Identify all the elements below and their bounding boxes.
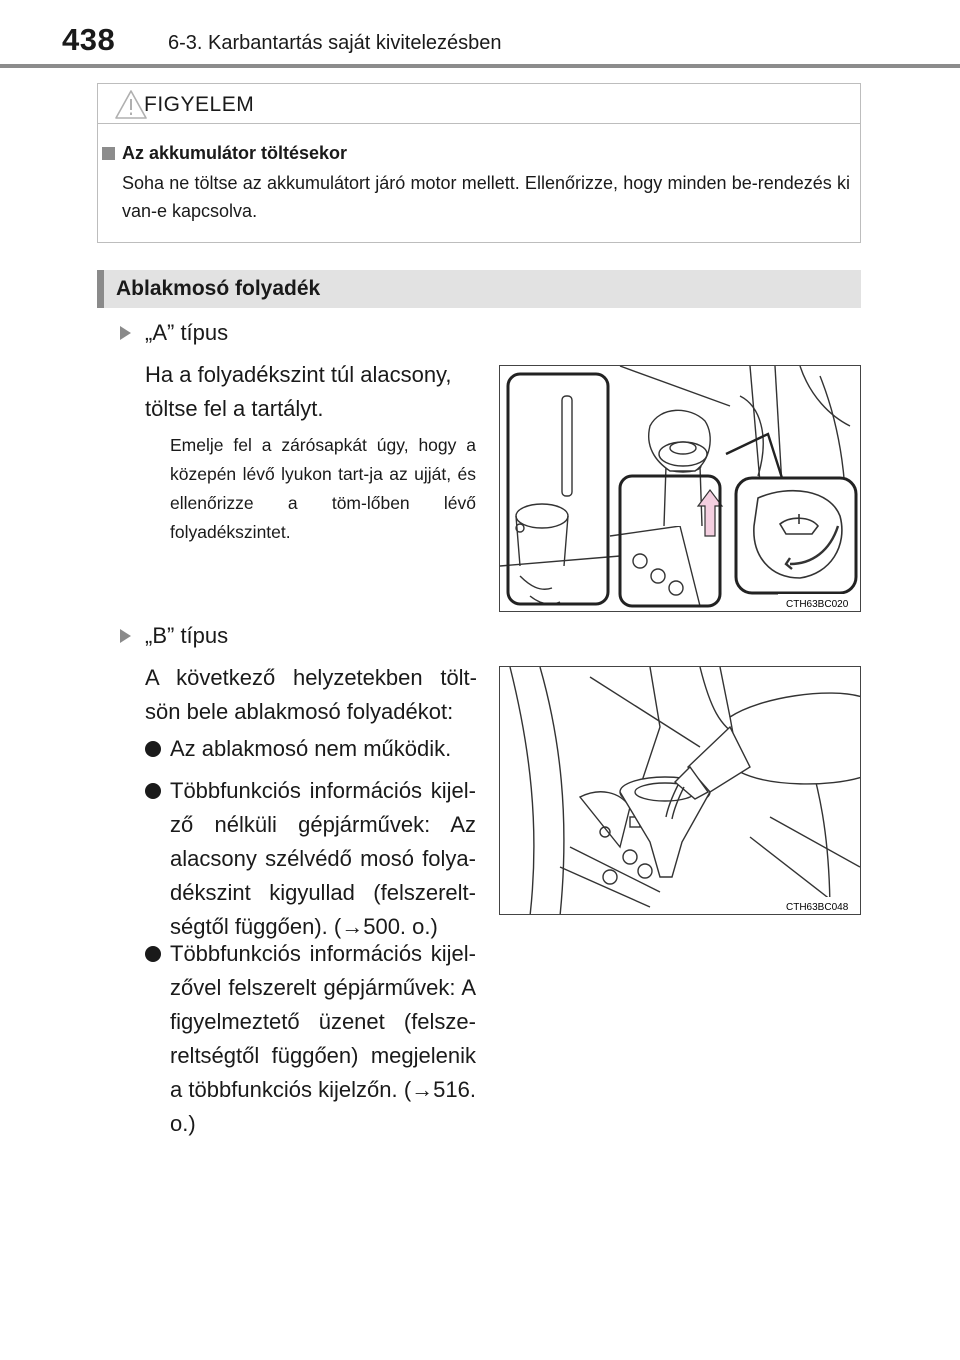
figure-code-a: CTH63BC020 xyxy=(786,599,849,610)
warning-subtitle: Az akkumulátor töltésekor xyxy=(122,143,348,163)
warning-body: Soha ne töltse az akkumulátort járó motor mellett. Ellenőrizze, hogy minden be-rendezés ki van-e kapcsolva. xyxy=(122,173,850,221)
type-b-bullet-3: Többfunkciós információs kijel-zővel felszerelt gépjárművek: A figyelmeztető üzenet (felsze-reltségtől függően) megjelenik a többfunkciós kijelzőn. (→516. o.) xyxy=(170,941,476,1136)
type-a-main-line-1: Ha a folyadékszint túl alacsony, xyxy=(145,362,452,387)
type-b-bullet-1: Az ablakmosó nem működik. xyxy=(170,736,452,761)
warning-header xyxy=(98,84,860,124)
type-b-intro: A következő helyzetekben tölt-sön bele ablakmosó folyadékot: xyxy=(145,665,477,724)
type-a-detail: Emelje fel a zárósapkát úgy, hogy a közepén lévő lyukon tart-ja az ujját, és ellenőrizze a töm-lőben lévő folyadékszintet. xyxy=(170,435,476,542)
figure-type-b xyxy=(499,666,861,915)
type-a-heading: „A” típus xyxy=(145,320,229,345)
bullet-dot-icon xyxy=(145,741,161,757)
page-number: 438 xyxy=(62,22,116,57)
washer-cap-illustration xyxy=(500,366,861,612)
section-header xyxy=(97,270,861,308)
figure-type-a xyxy=(499,365,861,612)
washer-fluid-pouring-illustration xyxy=(500,667,861,915)
bullet-dot-icon xyxy=(145,946,161,962)
warning-title: FIGYELEM xyxy=(144,93,255,116)
type-b-bullet-2: Többfunkciós információs kijel-ző nélküli gépjárművek: Az alacsony szélvédő mosó folya-dékszint kigyullad (felszerelt-ségtől függően). (→500. o.) xyxy=(170,778,476,939)
bullet-dot-icon xyxy=(145,783,161,799)
chapter-title: 6-3. Karbantartás saját kivitelezésben xyxy=(168,32,502,54)
header-rule xyxy=(0,64,960,68)
type-a-main-line-2: töltse fel a tartályt. xyxy=(145,396,324,421)
type-b-heading: „B” típus xyxy=(145,623,229,648)
square-bullet-icon xyxy=(102,147,115,160)
warning-box xyxy=(97,83,861,243)
section-title: Ablakmosó folyadék xyxy=(116,277,321,300)
warning-triangle-icon xyxy=(114,88,148,120)
triangle-bullet-icon xyxy=(120,629,131,643)
triangle-bullet-icon xyxy=(120,326,131,340)
figure-code-b: CTH63BC048 xyxy=(786,902,849,913)
